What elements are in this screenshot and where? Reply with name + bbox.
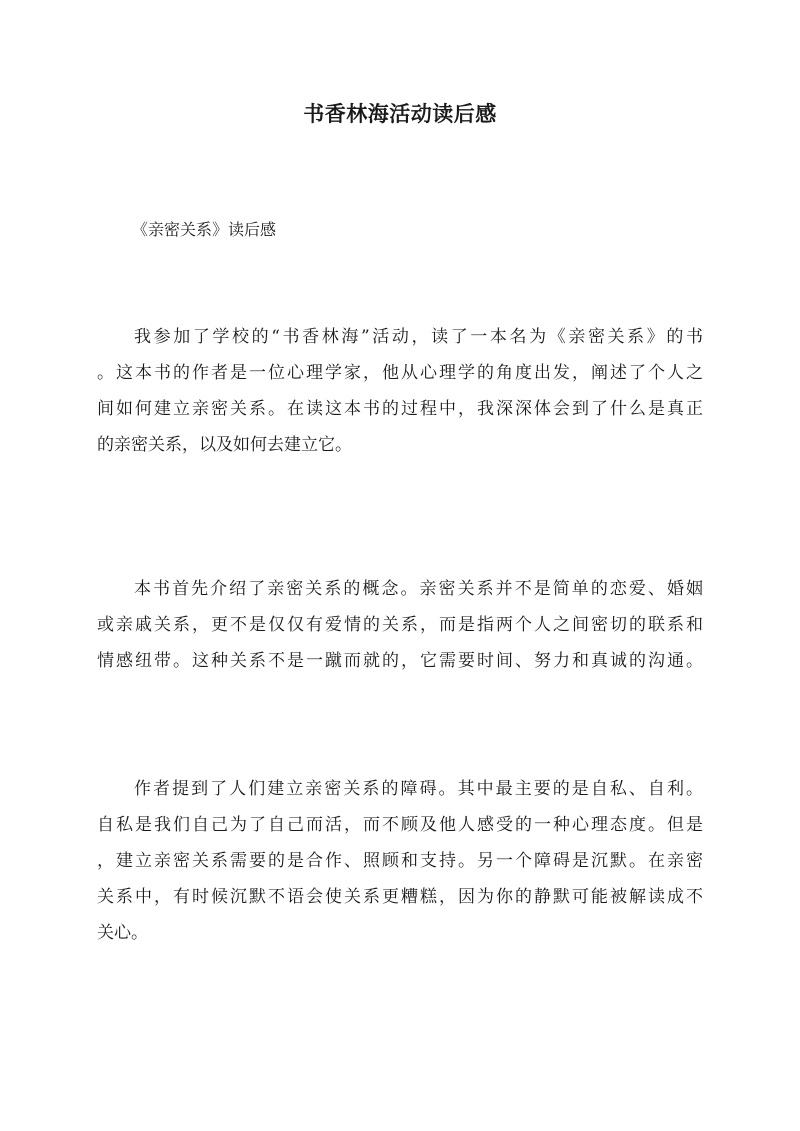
paragraph-line: 的亲密关系，以及如何去建立它。 (97, 435, 352, 455)
document-title: 书香林海活动读后感 (303, 101, 497, 126)
paragraph-line: 关心。 (97, 923, 148, 943)
paragraph-3 (97, 771, 703, 951)
paragraph-line: 作者提到了人们建立亲密关系的障碍。其中最主要的是自私、自利。 (134, 779, 703, 799)
paragraph-1 (97, 319, 703, 463)
paragraph-line: 间如何建立亲密关系。在读这本书的过程中，我深深体会到了什么是真正 (97, 399, 703, 419)
paragraph-line: 自私是我们自己为了自己而活，而不顾及他人感受的一种心理态度。但是 (97, 815, 703, 835)
paragraph-line: 我参加了学校的“书香林海”活动，读了一本名为《亲密关系》的书 (134, 327, 703, 347)
paragraph-line: 或亲戚关系，更不是仅仅有爱情的关系，而是指两个人之间密切的联系和 (97, 615, 703, 635)
paragraph-line: 关系中，有时候沉默不语会使关系更糟糕，因为你的静默可能被解读成不 (97, 887, 703, 907)
paragraph-2 (97, 571, 703, 679)
paragraph-line: 。这本书的作者是一位心理学家，他从心理学的角度出发，阐述了个人之 (97, 363, 703, 383)
paragraph-line: 本书首先介绍了亲密关系的概念。亲密关系并不是简单的恋爱、婚姻 (134, 579, 703, 599)
document-subtitle: 《亲密关系》读后感 (132, 220, 277, 239)
paragraph-line: 情感纽带。这种关系不是一蹴而就的，它需要时间、努力和真诚的沟通。 (97, 651, 703, 671)
paragraph-line: ，建立亲密关系需要的是合作、照顾和支持。另一个障碍是沉默。在亲密 (97, 851, 703, 871)
